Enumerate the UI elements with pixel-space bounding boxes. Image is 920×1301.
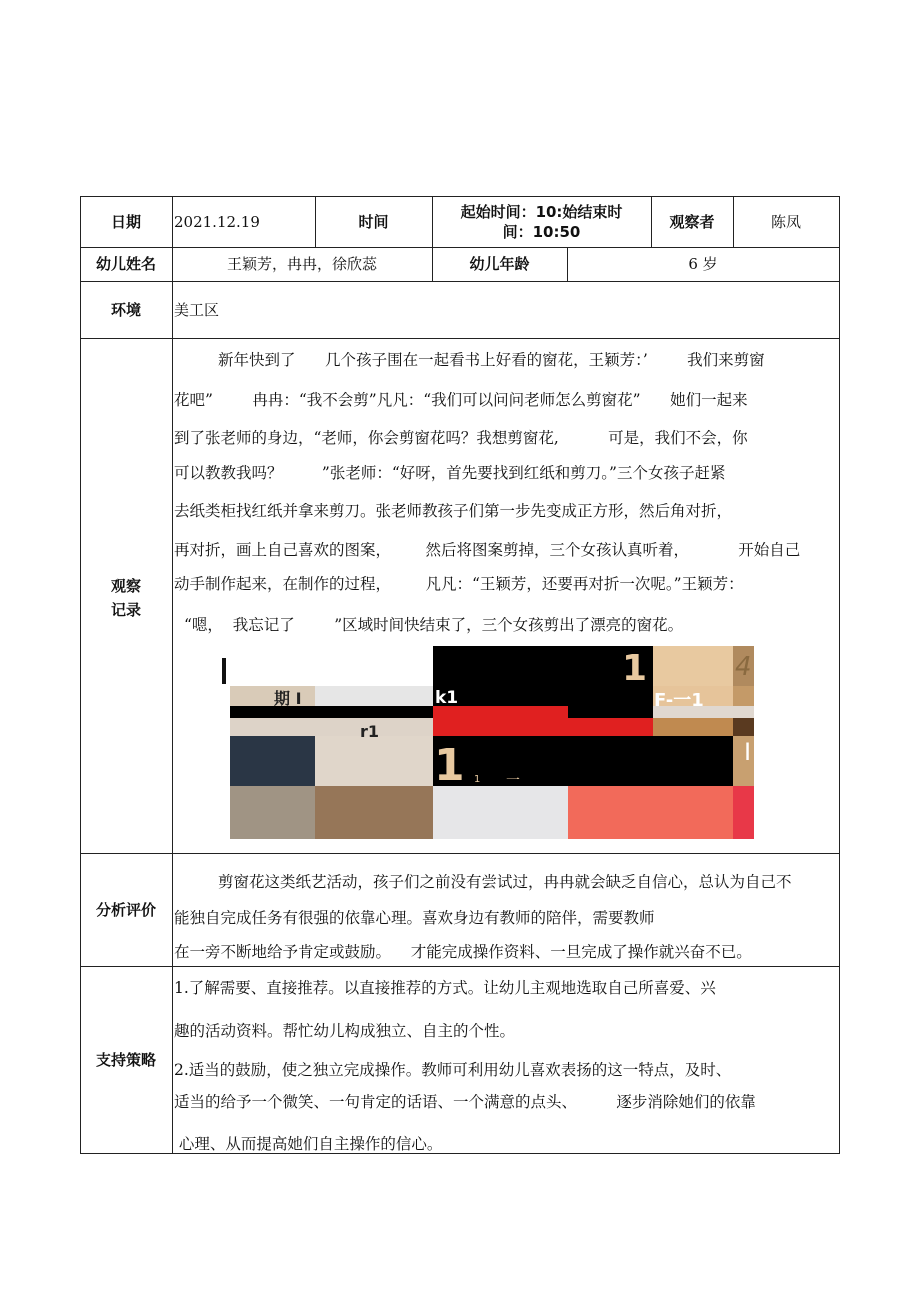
photo-block [222,658,226,684]
photo-block [568,786,733,839]
photo-block [653,646,733,686]
analysis-label: 分析评价 [95,900,156,919]
observation-label-line2: 记录 [110,601,141,619]
photo-fragment: k1 [435,688,459,708]
table-row-divider [80,281,840,282]
photo-fragment: 1 [622,648,648,689]
activity-photo [222,646,754,840]
photo-block [433,718,653,736]
observation-line: 新年快到了 几个孩子围在一起看书上好看的窗花，王颖芳：’ 我们来剪窗 [218,351,765,369]
time-value [432,202,651,246]
observation-line: 动手制作起来，在制作的过程， 凡凡：“王颖芳，还要再对折一次呢。”王颖芳： [174,575,744,593]
table-row-divider [80,338,840,339]
photo-block [653,736,733,786]
photo-block [433,646,653,686]
analysis-line: 剪窗花这类纸艺活动，孩子们之前没有尝试过，冉冉就会缺乏自信心，总认为自己不 [218,873,792,891]
date-value: 2021.12.19 [174,213,260,231]
photo-block [568,686,653,706]
photo-block [230,786,315,839]
observation-line: 再对折，画上自己喜欢的图案， 然后将图案剪掉，三个女孩认真听着， 开始自己 [174,541,801,559]
child-age-label: 幼儿年龄 [469,255,530,273]
child-age-value: 6 岁 [688,255,718,273]
time-value-line2: 间：10:50 [502,223,581,241]
observation-line: 可以教教我吗？ ”张老师：“好呀，首先要找到红纸和剪刀。”三个女孩子赶紧 [174,464,726,482]
observer-value: 陈凤 [770,212,801,231]
observation-label [80,574,172,624]
photo-block [315,786,433,839]
photo-block [568,706,653,718]
photo-block [230,718,315,736]
table-col-divider [172,196,173,1154]
photo-block [733,686,754,706]
support-label: 支持策略 [95,1050,156,1069]
photo-block [230,686,315,706]
time-value-line1: 起始时间：10:始结束时 [460,203,623,221]
photo-block [733,718,754,736]
analysis-line: 能独自完成任务有很强的依靠心理。喜欢身边有教师的陪伴，需要教师 [174,909,655,927]
observation-line: 去纸类柜找红纸并拿来剪刀。张老师教孩子们第一步先变成正方形，然后角对折， [174,502,733,520]
photo-block [315,736,433,786]
photo-block [315,686,433,706]
photo-block [230,706,433,718]
observation-line: 到了张老师的身边，“老师，你会剪窗花吗？我想剪窗花, 可是，我们不会，你 [174,429,748,447]
photo-block [433,736,653,786]
support-line: 趣的活动资料。帮忙幼儿构成独立、自主的个性。 [174,1022,516,1040]
photo-fragment: F-一1 [654,690,704,711]
table-row-divider [80,853,840,854]
table-row-divider [80,966,840,967]
support-line: 2.适当的鼓励，使之独立完成操作。教师可利用幼儿喜欢表扬的这一特点，及时、 [174,1061,732,1079]
support-line: 1.了解需要、直接推荐。以直接推荐的方式。让幼儿主观地选取自己所喜爱、兴 [174,979,716,997]
table-border-right [839,196,840,1154]
photo-fragment: I [744,738,752,766]
photo-fragment: 4 [735,652,752,682]
photo-fragment: 一 [506,773,520,789]
support-line: 心理、从而提高她们自主操作的信心。 [174,1135,443,1153]
photo-fragment: r1 [360,722,380,741]
photo-block [653,718,733,736]
photo-fragment: 1 [474,774,481,785]
child-name-label: 幼儿姓名 [95,255,156,273]
date-label: 日期 [110,212,141,231]
time-label: 时间 [358,212,389,231]
photo-block [733,786,754,839]
observation-line: 花吧” 冉冉：“我不会剪”凡凡：“我们可以问问老师怎么剪窗花” 她们一起来 [174,391,748,409]
observation-label-line1: 观察 [110,577,141,595]
analysis-line: 在一旁不断地给予肯定或鼓励。 才能完成操作资料、一旦完成了操作就兴奋不已。 [174,943,752,961]
photo-block [433,786,568,839]
photo-block [230,736,315,786]
photo-fragment: 期 I [274,689,302,708]
observation-line: “嗯， 我忘记了 ”区域时间快结束了，三个女孩剪出了漂亮的窗花。 [184,616,684,634]
environment-value: 美工区 [174,301,220,319]
photo-fragment: 1 [434,740,465,791]
environment-label: 环境 [110,300,141,319]
support-line: 适当的给予一个微笑、一句肯定的话语、一个满意的点头、 逐步消除她们的依靠 [174,1093,756,1111]
observer-label: 观察者 [669,212,715,231]
child-name-value: 王颖芳，冉冉，徐欣蕊 [226,255,377,273]
